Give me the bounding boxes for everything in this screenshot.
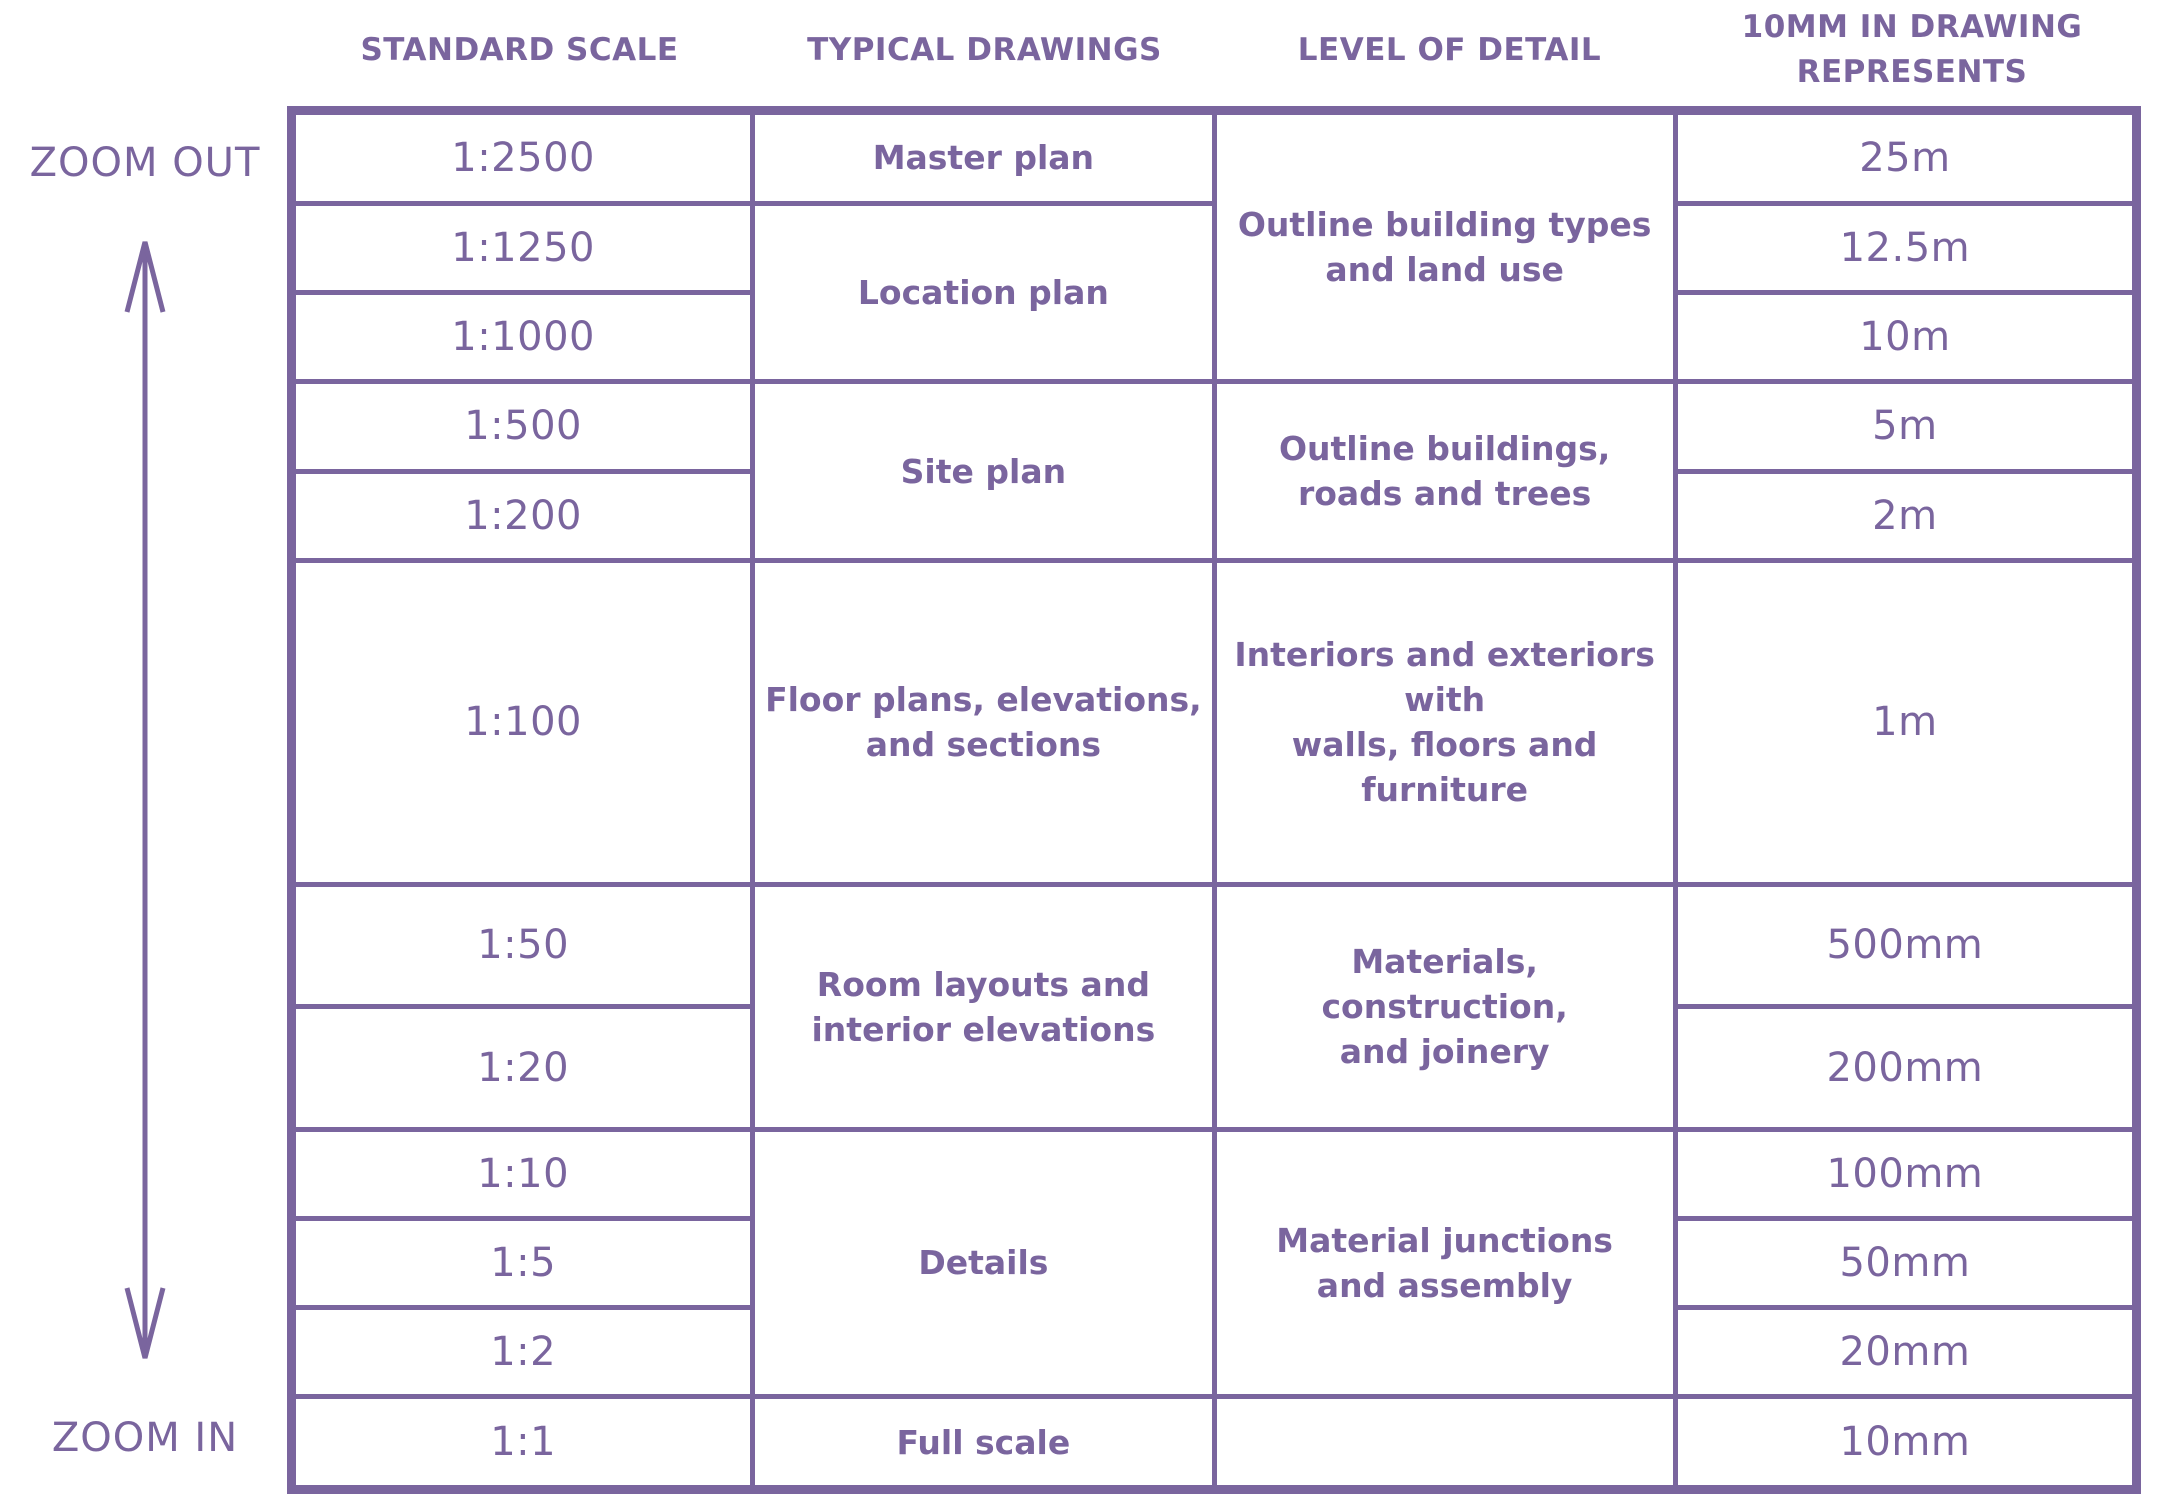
drawing-type-cell	[753, 560, 1214, 884]
drawing-type-cell	[753, 1129, 1214, 1397]
represents-cell: 500mm	[1675, 884, 2136, 1007]
detail-text	[1225, 202, 1665, 292]
scale-cell: 1:2	[292, 1308, 753, 1397]
scale-cell: 1:5	[292, 1218, 753, 1307]
scale-cell: 1:1	[292, 1397, 753, 1490]
drawing-type-cell	[753, 382, 1214, 561]
detail-line: Outline building types	[1237, 205, 1652, 245]
zoom-in-label: ZOOM IN	[51, 1415, 239, 1461]
detail-text	[1225, 426, 1665, 516]
drawing-type-cell	[753, 203, 1214, 382]
detail-line: walls, floors and furniture	[1291, 725, 1598, 810]
represents-cell: 1m	[1675, 560, 2136, 884]
detail-cell	[1214, 560, 1675, 884]
detail-line: and land use	[1325, 250, 1564, 290]
scale-table	[287, 106, 2141, 1494]
drawing-type-line: interior elevations	[811, 1009, 1156, 1049]
table-row	[292, 111, 2137, 204]
drawing-type-line: Location plan	[857, 273, 1109, 312]
drawing-type-line: Full scale	[896, 1422, 1071, 1462]
drawing-type-cell	[753, 111, 1214, 204]
drawing-type-text	[763, 1420, 1203, 1465]
drawing-type-text	[763, 449, 1203, 494]
scale-cell: 1:100	[292, 560, 753, 884]
represents-cell: 25m	[1675, 111, 2136, 204]
detail-line: Materials, construction,	[1321, 942, 1568, 1026]
represents-cell: 20mm	[1675, 1308, 2136, 1397]
represents-cell: 12.5m	[1675, 203, 2136, 292]
detail-line: roads and trees	[1297, 474, 1592, 513]
represents-cell: 10mm	[1675, 1397, 2136, 1490]
drawing-type-line: and sections	[865, 725, 1102, 765]
detail-cell	[1214, 884, 1675, 1129]
header-level-of-detail-label: LEVEL OF DETAIL	[1297, 31, 1602, 68]
scale-cell: 1:50	[292, 884, 753, 1007]
scale-cell: 1:1000	[292, 293, 753, 382]
drawing-type-cell	[753, 1397, 1214, 1490]
header-standard-scale	[287, 0, 752, 100]
table-row	[292, 884, 2137, 1007]
drawing-type-text	[763, 1240, 1203, 1285]
detail-line: Material junctions	[1276, 1220, 1613, 1260]
represents-cell: 100mm	[1675, 1129, 2136, 1218]
drawing-type-line: Details	[918, 1243, 1049, 1283]
detail-cell	[1214, 382, 1675, 561]
scale-cell: 1:200	[292, 471, 753, 560]
drawing-type-line: Master plan	[872, 138, 1095, 178]
scale-table-body	[292, 111, 2137, 1490]
detail-line: and joinery	[1339, 1032, 1550, 1071]
detail-text	[1225, 632, 1665, 812]
drawing-type-text	[763, 135, 1203, 180]
drawing-type-text	[763, 677, 1203, 767]
scale-cell: 1:10	[292, 1129, 753, 1218]
represents-cell: 200mm	[1675, 1007, 2136, 1130]
detail-cell	[1214, 1129, 1675, 1397]
detail-text	[1225, 1218, 1665, 1308]
table-row	[292, 1129, 2137, 1218]
scale-cell: 1:20	[292, 1007, 753, 1130]
header-represents-line1: 10MM IN DRAWING	[1741, 9, 2083, 45]
scale-cell: 1:1250	[292, 203, 753, 292]
detail-cell	[1214, 1397, 1675, 1490]
drawing-type-line: Site plan	[900, 451, 1067, 491]
represents-cell: 50mm	[1675, 1218, 2136, 1307]
header-typical-drawings	[752, 0, 1217, 100]
drawing-type-line: Room layouts and	[816, 964, 1150, 1004]
scale-cell: 1:2500	[292, 111, 753, 204]
zoom-out-label: ZOOM OUT	[29, 140, 261, 186]
drawing-type-text	[763, 270, 1203, 315]
header-standard-scale-label: STANDARD SCALE	[360, 31, 679, 68]
drawing-type-text	[763, 962, 1203, 1052]
header-represents	[1682, 0, 2142, 100]
drawing-type-cell	[753, 884, 1214, 1129]
detail-line: Outline buildings,	[1278, 429, 1611, 468]
detail-line: and assembly	[1316, 1265, 1573, 1305]
represents-cell: 5m	[1675, 382, 2136, 471]
represents-cell: 10m	[1675, 293, 2136, 382]
represents-cell: 2m	[1675, 471, 2136, 560]
detail-line: Interiors and exteriors with	[1234, 635, 1655, 720]
scale-cell: 1:500	[292, 382, 753, 471]
table-row	[292, 382, 2137, 471]
zoom-double-arrow-icon	[115, 230, 175, 1370]
table-row	[292, 560, 2137, 884]
header-level-of-detail	[1217, 0, 1682, 100]
detail-cell	[1214, 111, 1675, 382]
header-represents-line2: REPRESENTS	[1796, 54, 2028, 90]
table-row	[292, 1397, 2137, 1490]
detail-text	[1225, 939, 1665, 1074]
header-typical-drawings-label: TYPICAL DRAWINGS	[807, 31, 1162, 68]
drawing-type-line: Floor plans, elevations,	[765, 680, 1202, 720]
